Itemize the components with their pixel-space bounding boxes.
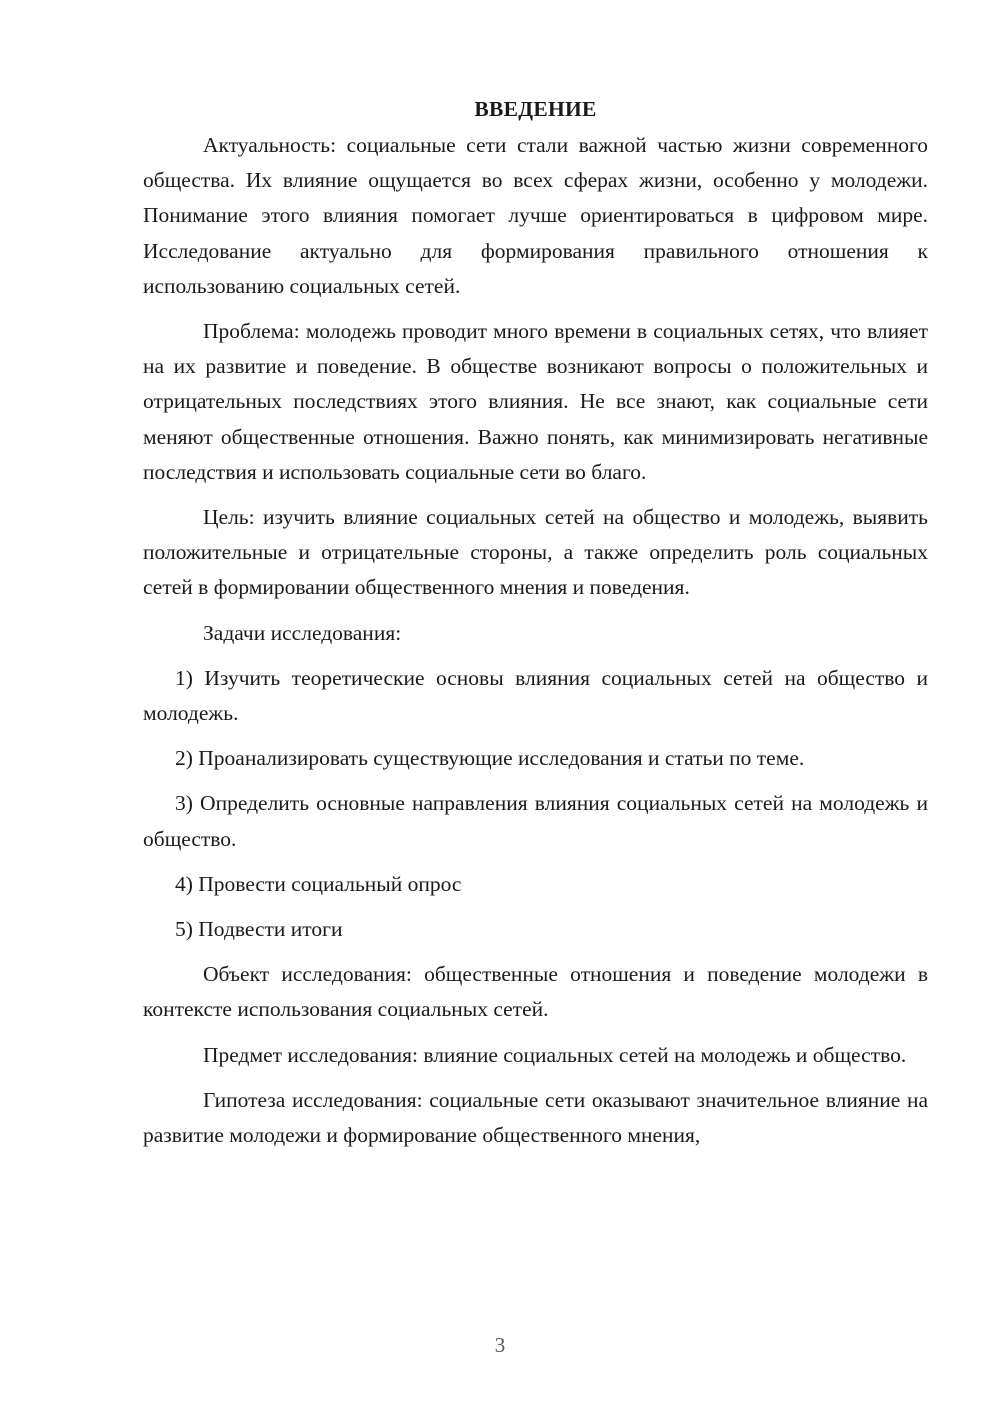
paragraph-goal: Цель: изучить влияние социальных сетей на общество и молодежь, выявить положительные и отрицательные стороны, а также определить роль социальных сетей в формировании общественного мнения и поведения. <box>143 505 928 600</box>
task-item-1: 1) Изучить теоретические основы влияния социальных сетей на общество и молодежь. <box>143 665 928 726</box>
task-item-3: 3) Определить основные направления влияния социальных сетей на молодежь и общество. <box>143 791 928 851</box>
task-item-4: 4) Провести социальный опрос <box>175 871 462 896</box>
paragraph-subject: Предмет исследования: влияние социальных сетей на молодежь и общество. <box>203 1042 907 1067</box>
paragraph-problem: Проблема: молодежь проводит много времени в социальных сетях, что влияет на их развитие и поведение. В обществе возникают вопросы о положительных и отрицательных последствиях этого влияния. Не все знают, как социальные сети меняют общественные отношения. Важно понять, как минимизировать негативные последствия и использовать социальные сети во благо. <box>143 319 928 484</box>
paragraph-object: Объект исследования: общественные отношения и поведение молодежи в контексте использования социальных сетей. <box>143 962 928 1022</box>
page-title: ВВЕДЕНИЕ <box>474 97 597 121</box>
paragraph-hypothesis: Гипотеза исследования: социальные сети оказывают значительное влияние на развитие молодежи и формирование общественного мнения, <box>143 1087 928 1148</box>
task-item-5: 5) Подвести итоги <box>175 917 343 942</box>
document-page <box>143 92 928 1153</box>
task-item-2: 2) Проанализировать существующие исследования и статьи по теме. <box>175 746 805 771</box>
paragraph-tasks-heading: Задачи исследования: <box>203 620 402 645</box>
page-number: 3 <box>494 1333 506 1357</box>
paragraph-relevance: Актуальность: социальные сети стали важной частью жизни современного общества. Их влияние ощущается во всех сферах жизни, особенно у молодежи. Понимание этого влияния помогает лучше ориентироваться в цифровом мире. Исследование актуально для формирования правильного отношения к использованию социальных сетей. <box>143 133 928 298</box>
